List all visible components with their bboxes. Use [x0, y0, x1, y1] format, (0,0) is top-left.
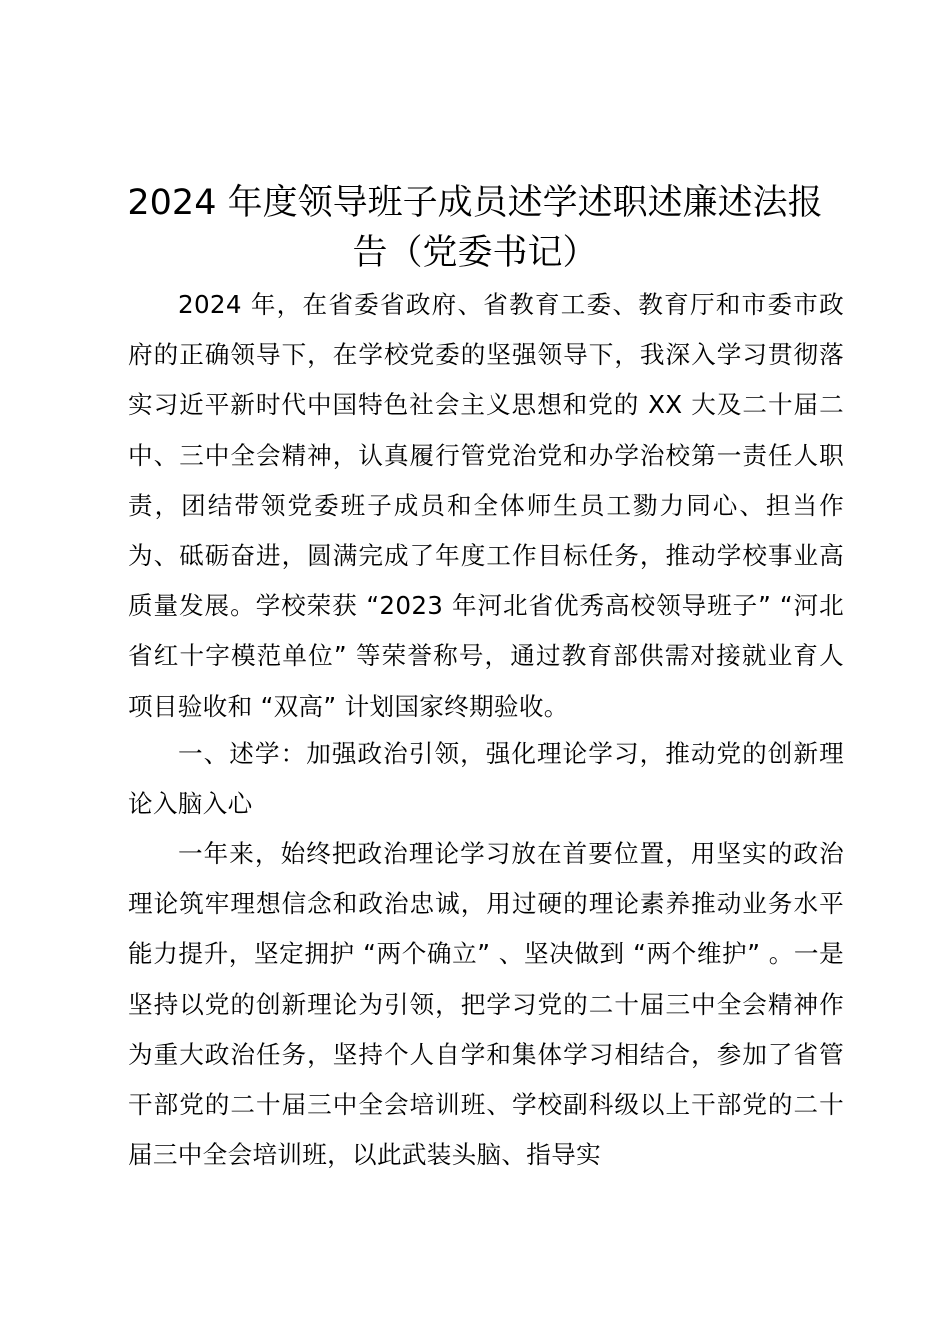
- document-title: [110, 178, 840, 278]
- intro-paragraph: 2024 年，在省委省政府、省教育工委、教育厅和市委市政府的正确领导下，在学校党委的坚强领导下，我深入学习贯彻落实习近平新时代中国特色社会主义思想和党的 XX 大及二十届二中、三中全会精神，认真履行管党治党和办学治校第一责任人职责，团结带领党委班子成员和全体师生员工勠力同心、担当作为、砥砺奋进，圆满完成了年度工作目标任务，推动学校事业高质量发展。学校荣获 “2023 年河北省优秀高校领导班子” “河北省红十字模范单位” 等荣誉称号，通过教育部供需对接就业育人项目验收和 “双高” 计划国家终期验收。: [128, 290, 844, 721]
- section-heading-1: 一、述学：加强政治引领，强化理论学习，推动党的创新理论入脑入心: [128, 739, 844, 819]
- section-1-paragraph: 一年来，始终把政治理论学习放在首要位置，用坚实的政治理论筑牢理想信念和政治忠诚，用过硬的理论素养推动业务水平能力提升，坚定拥护 “两个确立” 、坚决做到 “两个维护” 。一是坚持以党的创新理论为引领，把学习党的二十届三中全会精神作为重大政治任务，坚持个人自学和集体学习相结合，参加了省管干部党的二十届三中全会培训班、学校副科级以上干部党的二十届三中全会培训班，以此武装头脑、指导实: [128, 839, 844, 1170]
- title-line-2: 告（党委书记）: [352, 233, 598, 273]
- title-line-1: 2024 年度领导班子成员述学述职述廉述法报: [127, 183, 823, 223]
